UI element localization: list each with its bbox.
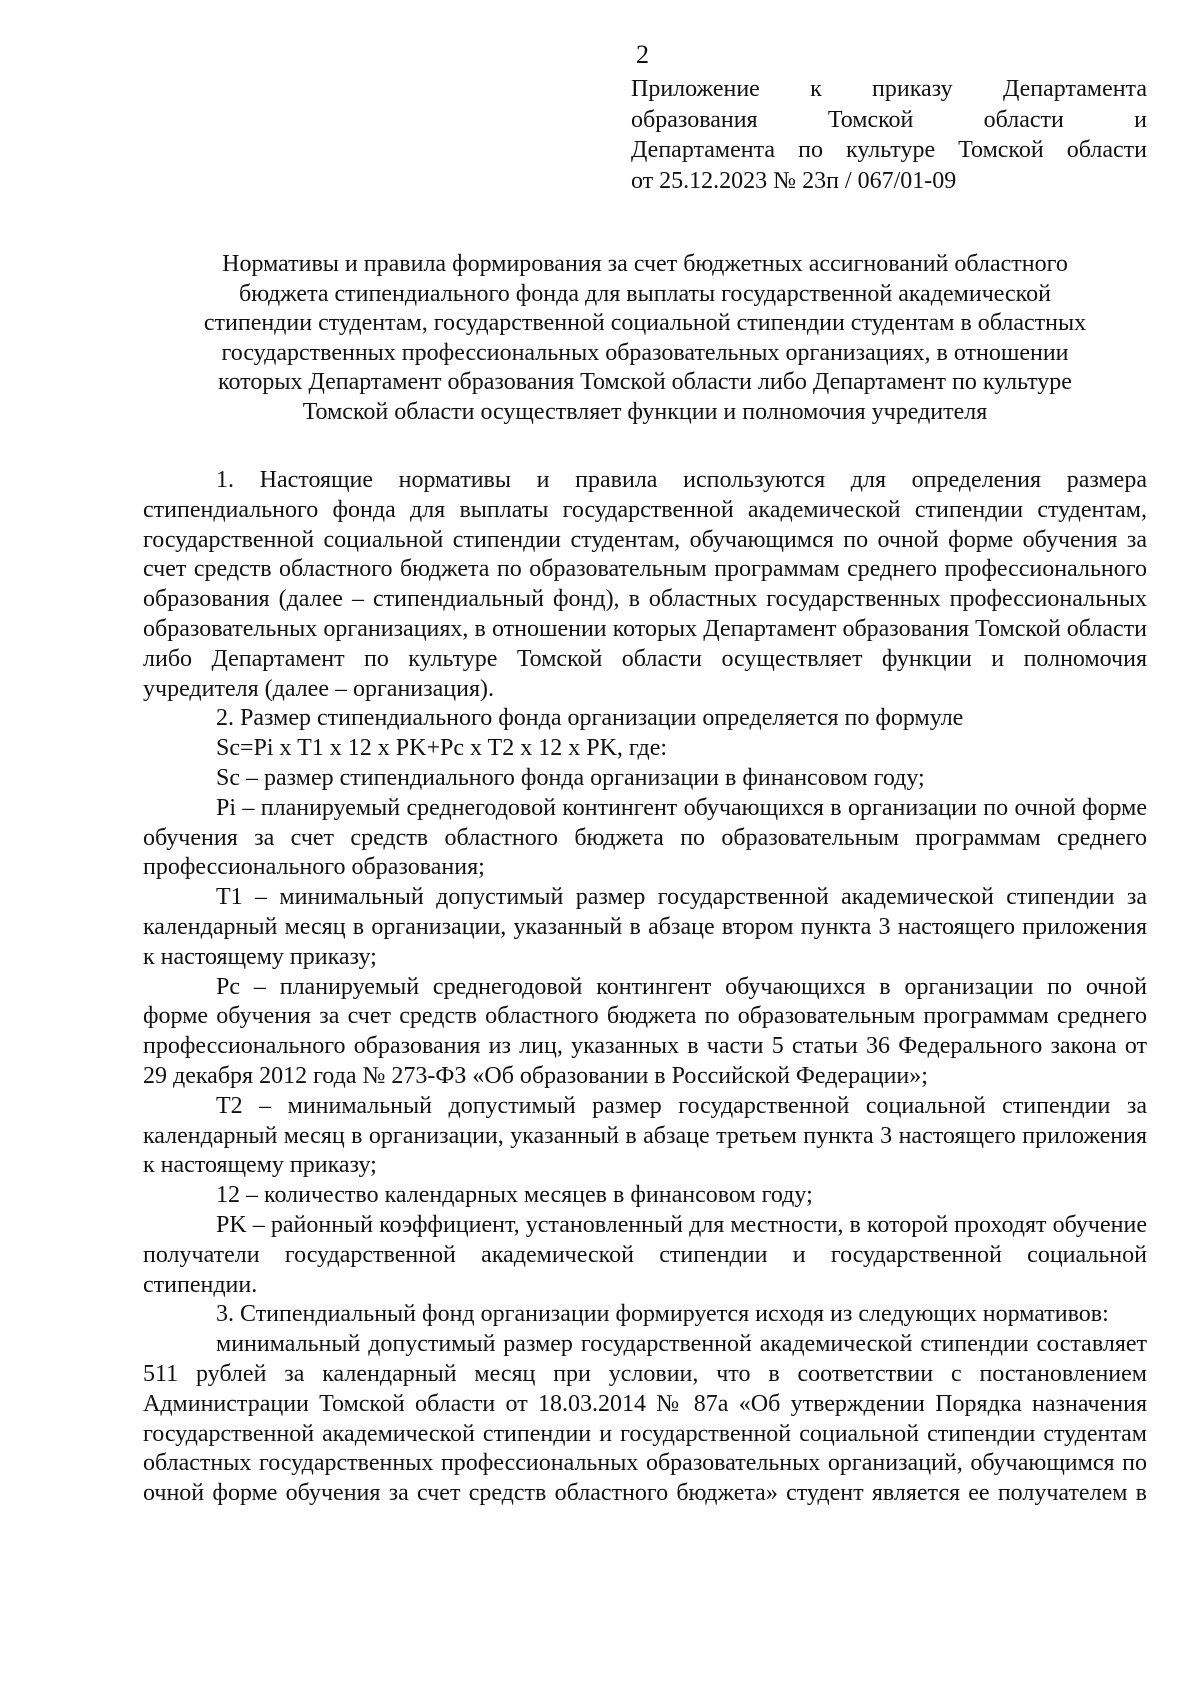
title-line: Томской области осуществляет функции и полномочия учредителя [302, 398, 988, 425]
paragraph-3-norm: минимальный допустимый размер государственной академической стипендии составляет 511 рублей за календарный месяц при условии, что в соответствии с постановлением Администрации Томской области от 18.03.2014 № 87а «Об утверждении Порядка назначения государственной академической стипендии и государственной социальной стипендии студентам областных государственных профессиональных образовательных организаций, обучающимся по очной форме обучения за счет средств областного бюджета» студент является ее получателем в [143, 1331, 1147, 1507]
definition-t1: T1 – минимальный допустимый размер государственной академической стипендии за календарный месяц в организации, указанный в абзаце втором пункта 3 настоящего приложения к настоящему приказу; [143, 884, 1147, 970]
title-line: которых Департамент образования Томской области либо Департамент по культуре [218, 369, 1072, 395]
title-line: Нормативы и правила формирования за счет бюджетных ассигнований областного [222, 251, 1068, 277]
document-title [140, 250, 1150, 427]
title-line: стипендии студентам, государственной социальной стипендии студентам в областных [203, 310, 1087, 336]
appendix-header [631, 74, 1147, 196]
document-body [143, 466, 1147, 1509]
definition-12: 12 – количество календарных месяцев в финансовом году; [216, 1182, 813, 1209]
definition-sc: Sc – размер стипендиального фонда организации в финансовом году; [216, 764, 925, 791]
paragraph-3: 3. Стипендиальный фонд организации формируется исходя из следующих нормативов: [216, 1301, 1109, 1328]
definition-pc: Pc – планируемый среднегодовой контингент обучающихся в организации по очной форме обучения за счет средств областного бюджета по образовательным программам среднего профессионального образования из лиц, указанных в части 5 статьи 36 Федерального закона от 29 декабря 2012 года № 273-ФЗ «Об образовании в Российской Федерации»; [143, 973, 1147, 1089]
page-number: 2 [636, 40, 649, 69]
paragraph-2: 2. Размер стипендиального фонда организации определяется по формуле [216, 705, 964, 732]
appendix-line: от 25.12.2023 № 23п / 067/01-09 [631, 167, 957, 194]
title-line: государственных профессиональных образовательных организациях, в отношении [221, 339, 1069, 366]
appendix-line: образования Томской области и [631, 106, 1147, 133]
definition-pi: Pi – планируемый среднегодовой контингент обучающихся в организации по очной форме обучения за счет средств областного бюджета по образовательным программам среднего профессионального образования; [143, 794, 1147, 881]
paragraph-1: 1. Настоящие нормативы и правила используются для определения размера стипендиального фонда для выплаты государственной академической стипендии студентам, государственной социальной стипендии студентам, обучающимся по очной форме обучения за счет средств областного бюджета по образовательным программам среднего профессионального образования (далее – стипендиальный фонд), в областных государственных профессиональных образовательных организациях, в отношении которых Департамент образования Томской области либо Департамент по культуре Томской области осуществляет функции и полномочия учредителя (далее – организация). [143, 467, 1147, 702]
appendix-line: Приложение к приказу Департамента [631, 76, 1147, 102]
title-line: бюджета стипендиального фонда для выплаты государственной академической [239, 280, 1051, 307]
definition-pk: PK – районный коэффициент, установленный для местности, в которой проходят обучение получатели государственной академической стипендии и государственной социальной стипендии. [143, 1211, 1147, 1298]
definition-t2: T2 – минимальный допустимый размер государственной социальной стипендии за календарный месяц в организации, указанный в абзаце третьем пункта 3 настоящего приложения к настоящему приказу; [143, 1092, 1147, 1179]
formula: Sc=Pi x T1 x 12 x PK+Pc x T2 x 12 x PK, где: [216, 735, 668, 762]
appendix-line: Департамента по культуре Томской области [631, 137, 1147, 163]
